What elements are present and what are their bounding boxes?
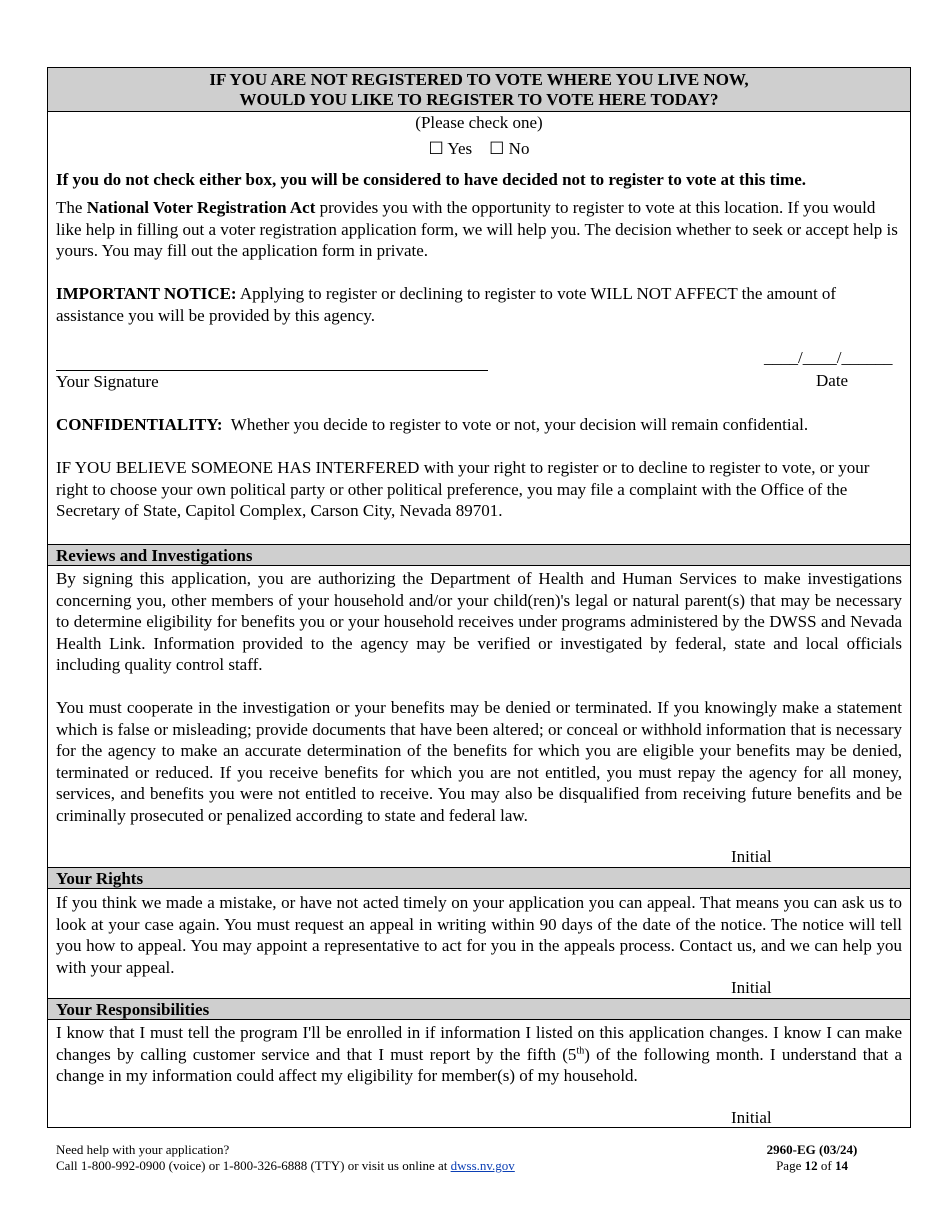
important-notice-label: IMPORTANT NOTICE: bbox=[56, 284, 237, 303]
important-notice-text: Applying to register or declining to register to vote WILL NOT AFFECT the amount of assistance you will be provided by this agency. bbox=[56, 284, 837, 325]
nvra-title: National Voter Registration Act bbox=[86, 198, 316, 217]
page-label: Page bbox=[776, 1158, 805, 1173]
no-check-warning: If you do not check either box, you will be considered to have decided not to register to vote at this time. bbox=[56, 170, 807, 189]
no-label: No bbox=[508, 139, 530, 158]
confidentiality-label: CONFIDENTIALITY: bbox=[56, 415, 223, 434]
responsibilities-text-pre: I know that I must tell the program I'll be enrolled in if information I listed on this application changes. I know I can make changes by calling customer service and that I must report by the fifth (5 bbox=[56, 1023, 902, 1064]
rights-paragraph: If you think we made a mistake, or have not acted timely on your application you can appeal. That means you can ask us to look at your case again. You must request an appeal in writing within 90 days of the date of the notice. The notice will tell you how to appeal. You may appoint a representative to act for you in the appeals process. Contact us, and we can help you with your appeal. bbox=[56, 893, 902, 977]
page-total: 14 bbox=[834, 1158, 848, 1173]
nvra-paragraph bbox=[56, 197, 902, 262]
footer-help-line: Need help with your application? bbox=[56, 1142, 230, 1157]
check-prompt: (Please check one) bbox=[415, 113, 543, 132]
responsibilities-header: Your Responsibilities bbox=[48, 998, 910, 1020]
reviews-paragraph-2: You must cooperate in the investigation or your benefits may be denied or terminated. If you knowingly make a statement which is false or misleading; provide documents that have been altered; or conceal or withhold information that is necessary for the agency to make an accurate determination of the benefits for which you are eligible your benefits may be denied, terminated or reduced. If you receive benefits for which you are not entitled, you must repay the agency for all money, services, and benefits you were not entitled to receive. You may also be disqualified from receiving future benefits and be criminally prosecuted or penalized according to state and federal law. bbox=[56, 698, 902, 825]
important-notice bbox=[56, 283, 902, 326]
yes-checkbox[interactable]: ☐ bbox=[428, 139, 444, 158]
page-of: of bbox=[817, 1158, 835, 1173]
nvra-post: provides you with the opportunity to register to vote at this location. If you would like help in filling out a voter registration application form, we will help you. The decision whether to seek or accept help is yours. You may fill out the application form in private. bbox=[56, 198, 898, 260]
dwss-website-link[interactable]: dwss.nv.gov bbox=[450, 1158, 515, 1173]
voter-title-line1: IF YOU ARE NOT REGISTERED TO VOTE WHERE YOU LIVE NOW, bbox=[209, 70, 749, 89]
footer-help bbox=[56, 1142, 515, 1174]
form-code: 2960-EG (03/24) bbox=[766, 1142, 858, 1157]
responsibilities-paragraph bbox=[56, 1022, 902, 1087]
yes-label: Yes bbox=[447, 139, 473, 158]
reviews-header: Reviews and Investigations bbox=[48, 544, 910, 566]
date-label: Date bbox=[816, 371, 849, 390]
nvra-pre: The bbox=[56, 198, 87, 217]
reviews-paragraph-1: By signing this application, you are authorizing the Department of Health and Human Services to make investigations concerning you, other members of your household and/or your child(ren)'s legal or natural parent(s) that may be necessary to determine eligibility for benefits you or your household receives under programs administered by the DWSS and Nevada Health Link. Information provided to the agency may be verified or investigated by federal, state and local officials including quality control staff. bbox=[56, 569, 902, 674]
footer-contact-line bbox=[56, 1158, 515, 1174]
responsibilities-text-post: ) of the following month. I understand that a change in my information could affect my eligibility for member(s) of my household. bbox=[56, 1044, 903, 1085]
no-checkbox[interactable]: ☐ bbox=[489, 139, 505, 158]
voter-registration-header bbox=[48, 68, 910, 112]
footer-contact-text: Call 1-800-992-0900 (voice) or 1-800-326-6888 (TTY) or visit us online at bbox=[56, 1158, 451, 1173]
vote-choice-row bbox=[56, 138, 902, 160]
responsibilities-initial[interactable]: Initial bbox=[731, 1108, 772, 1127]
interference-paragraph: IF YOU BELIEVE SOMEONE HAS INTERFERED with your right to register or to decline to register to vote, or your right to choose your own political party or other political preference, you may file a complaint with the Office of the Secretary of State, Capitol Complex, Carson City, Nevada 89701. bbox=[56, 458, 870, 520]
footer-form-info bbox=[760, 1142, 864, 1174]
rights-header: Your Rights bbox=[48, 867, 910, 889]
signature-label: Your Signature bbox=[56, 372, 159, 391]
page-current: 12 bbox=[804, 1158, 818, 1173]
confidentiality-paragraph bbox=[56, 414, 902, 436]
confidentiality-text: Whether you decide to register to vote or not, your decision will remain confidential. bbox=[222, 415, 809, 434]
ordinal-suffix: th bbox=[576, 1044, 585, 1056]
date-field[interactable]: ____/____/______ bbox=[764, 348, 893, 367]
voter-title-line2: WOULD YOU LIKE TO REGISTER TO VOTE HERE TODAY? bbox=[239, 90, 719, 109]
page-number bbox=[760, 1158, 864, 1174]
rights-initial[interactable]: Initial bbox=[731, 978, 772, 997]
reviews-initial[interactable]: Initial bbox=[731, 847, 772, 866]
application-form bbox=[47, 67, 911, 1128]
